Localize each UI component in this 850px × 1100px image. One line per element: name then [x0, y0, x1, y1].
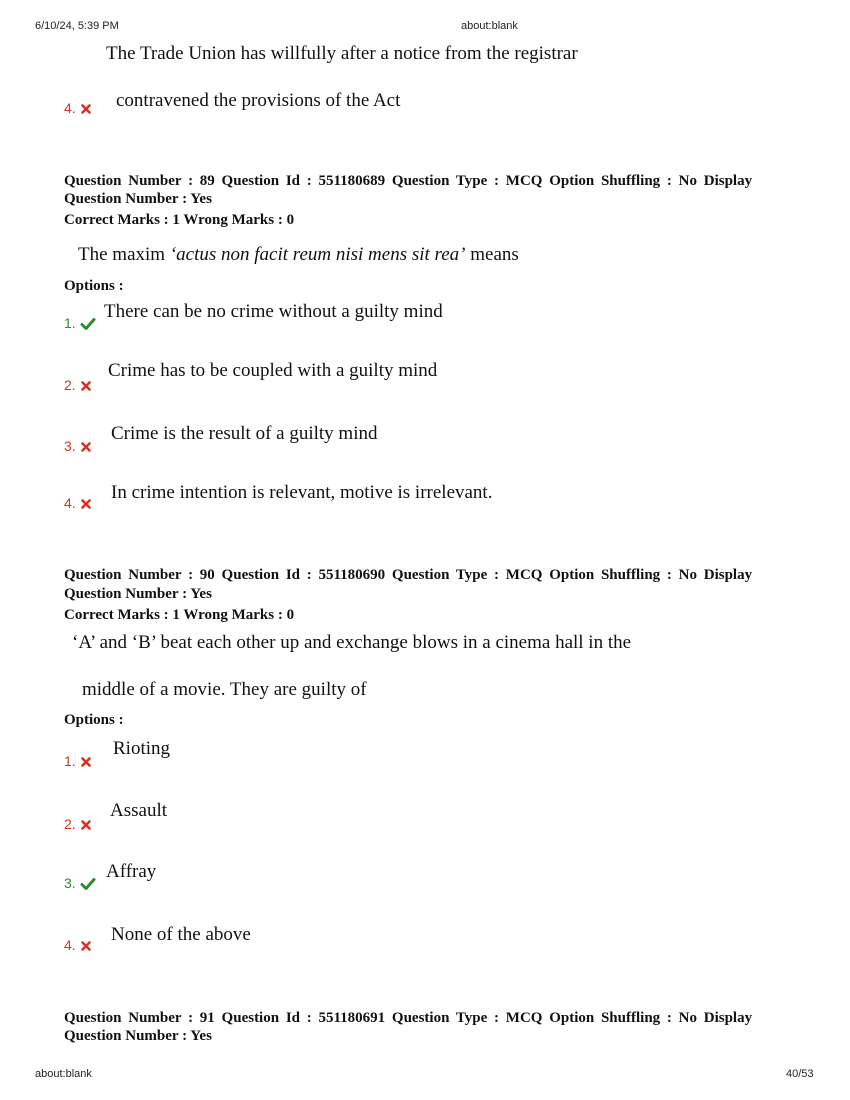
print-title: about:blank: [461, 20, 518, 32]
option-number: 2.: [64, 377, 76, 393]
wrong-cross-icon: [80, 498, 92, 510]
q91-meta-line2: Question Number : Yes: [64, 1028, 212, 1044]
q90-option-3-marker: [64, 875, 96, 893]
option-number: 4.: [64, 937, 76, 953]
wrong-cross-icon: [80, 756, 92, 768]
q90-question-line1: ‘A’ and ‘B’ beat each other up and exchange blows in a cinema hall in the: [72, 632, 632, 653]
option-number: 4.: [64, 100, 76, 116]
correct-check-icon: [80, 317, 96, 331]
print-datetime: 6/10/24, 5:39 PM: [35, 20, 119, 32]
q90-meta-line2: Question Number : Yes: [64, 586, 212, 602]
q89-option-2-text: Crime has to be coupled with a guilty mind: [108, 360, 438, 381]
q89-question-text: [78, 244, 519, 266]
option-number: 2.: [64, 816, 76, 832]
q89-maxim-italic: ‘actus non facit reum nisi mens sit rea’: [169, 244, 466, 265]
q89-meta-line1: Question Number : 89 Question Id : 551180689 Question Type : MCQ Option Shuffling : No Display: [64, 173, 753, 189]
q90-option-3-text: Affray: [106, 861, 157, 882]
q91-meta-line1: Question Number : 91 Question Id : 551180691 Question Type : MCQ Option Shuffling : No Display: [64, 1010, 753, 1026]
q90-option-2-marker: [64, 816, 92, 834]
q90-meta-line1: Question Number : 90 Question Id : 551180690 Question Type : MCQ Option Shuffling : No Display: [64, 567, 753, 583]
q89-option-2-marker: [64, 377, 92, 395]
prev-question-text: The Trade Union has willfully after a notice from the registrar: [106, 43, 578, 64]
q89-option-3-text: Crime is the result of a guilty mind: [111, 423, 378, 444]
q90-option-4-marker: [64, 937, 92, 955]
prev-option-4: [64, 100, 92, 118]
wrong-cross-icon: [80, 819, 92, 831]
wrong-cross-icon: [80, 103, 92, 115]
q89-meta-line3: Correct Marks : 1 Wrong Marks : 0: [64, 212, 295, 228]
q90-meta-line3: Correct Marks : 1 Wrong Marks : 0: [64, 607, 295, 623]
q90-option-4-text: None of the above: [111, 924, 251, 945]
correct-check-icon: [80, 877, 96, 891]
option-number: 1.: [64, 753, 76, 769]
q90-options-label: Options :: [64, 712, 124, 728]
q90-option-1-text: Rioting: [113, 738, 171, 759]
wrong-cross-icon: [80, 940, 92, 952]
q89-text-before: The maxim: [78, 244, 166, 265]
q90-question-line2: middle of a movie. They are guilty of: [82, 679, 367, 700]
print-page-number: 40/53: [786, 1068, 814, 1080]
q89-text-after: means: [470, 244, 519, 265]
option-number: 3.: [64, 438, 76, 454]
wrong-cross-icon: [80, 441, 92, 453]
q89-option-3-marker: [64, 438, 92, 456]
q89-option-4-text: In crime intention is relevant, motive is irrelevant.: [111, 482, 493, 503]
q89-option-1-marker: [64, 315, 96, 333]
q90-option-2-text: Assault: [110, 800, 167, 821]
q89-option-1-text: There can be no crime without a guilty mind: [104, 301, 443, 322]
q89-option-4-marker: [64, 495, 92, 513]
prev-option-4-text: contravened the provisions of the Act: [116, 90, 401, 111]
option-number: 3.: [64, 875, 76, 891]
wrong-cross-icon: [80, 380, 92, 392]
q89-meta-line2: Question Number : Yes: [64, 191, 212, 207]
print-footer-url: about:blank: [35, 1068, 92, 1080]
option-number: 4.: [64, 495, 76, 511]
q90-option-1-marker: [64, 753, 92, 771]
option-number: 1.: [64, 315, 76, 331]
q89-options-label: Options :: [64, 278, 124, 294]
